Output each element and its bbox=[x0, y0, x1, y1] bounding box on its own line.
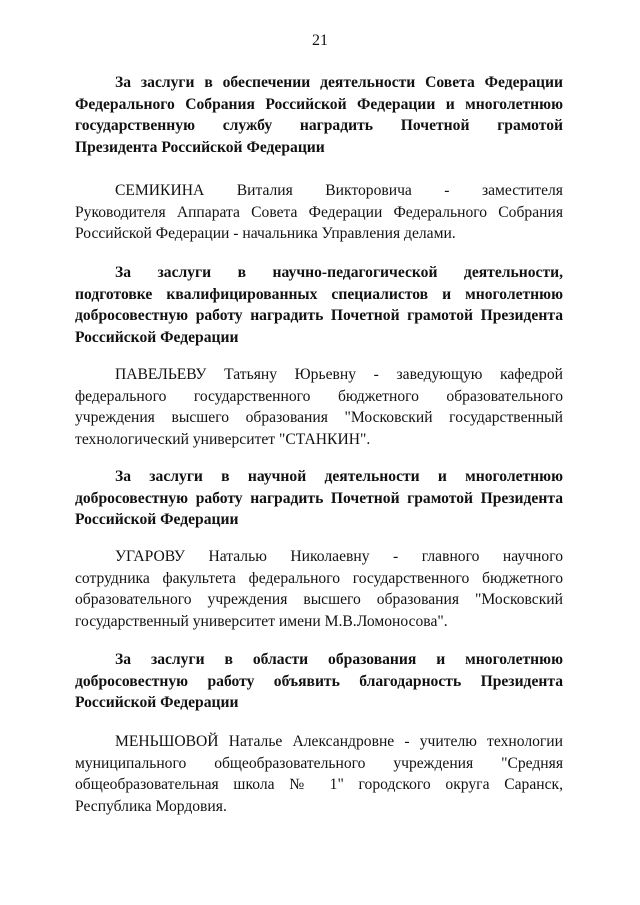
body-line: Республика Мордовия. bbox=[75, 797, 227, 815]
award-heading-2 bbox=[75, 262, 563, 348]
heading-line: За заслуги в научной деятельности и многолетнюю bbox=[115, 468, 563, 485]
body-line: СЕМИКИНА Виталия Викторовича - заместителя bbox=[115, 182, 563, 199]
heading-line: Российской Федерации bbox=[75, 511, 239, 528]
award-heading-3 bbox=[75, 466, 563, 531]
body-line: технологический университет "СТАНКИН". bbox=[75, 430, 371, 448]
awardee-paragraph-1 bbox=[75, 180, 563, 245]
body-line: ПАВЕЛЬЕВУ Татьяну Юрьевну - заведующую кафедрой bbox=[115, 366, 563, 383]
body-line: общеобразовательная школа № 1" городского округа Саранск, bbox=[75, 776, 563, 793]
awardee-paragraph-3 bbox=[75, 546, 563, 632]
heading-line: За заслуги в научно-педагогической деятельности, bbox=[115, 264, 563, 281]
heading-line: За заслуги в области образования и многолетнюю bbox=[115, 651, 563, 668]
award-heading-4 bbox=[75, 649, 563, 714]
heading-line: добросовестную работу наградить Почетной грамотой Президента bbox=[75, 307, 563, 324]
page-number: 21 bbox=[312, 32, 328, 49]
heading-line: Российской Федерации bbox=[75, 328, 239, 346]
body-line: МЕНЬШОВОЙ Наталье Александровне - учителю технологии bbox=[115, 733, 563, 750]
heading-line: добросовестную работу объявить благодарность Президента bbox=[75, 672, 563, 690]
heading-line: Российской Федерации bbox=[75, 694, 239, 711]
heading-line: За заслуги в обеспечении деятельности Совета Федерации bbox=[115, 74, 563, 91]
body-line: федерального государственного бюджетного образовательного bbox=[75, 387, 563, 405]
body-line: УГАРОВУ Наталью Николаевну - главного научного bbox=[115, 548, 563, 565]
body-line: сотрудника факультета федерального государственного бюджетного bbox=[75, 569, 563, 587]
heading-line: подготовке квалифицированных специалистов и многолетнюю bbox=[75, 285, 563, 303]
heading-line: Федерального Собрания Российской Федерации и многолетнюю bbox=[75, 95, 563, 113]
awardee-paragraph-4 bbox=[75, 731, 563, 817]
body-line: государственный университет имени М.В.Ломоносова". bbox=[75, 612, 448, 630]
heading-line: добросовестную работу наградить Почетной грамотой Президента bbox=[75, 489, 563, 507]
body-line: учреждения высшего образования "Московский государственный bbox=[75, 409, 563, 426]
body-line: Российской Федерации - начальника Управления делами. bbox=[75, 225, 456, 242]
body-line: Руководителя Аппарата Совета Федерации Федерального Собрания bbox=[75, 203, 563, 221]
heading-line: Президента Российской Федерации bbox=[75, 138, 325, 156]
body-line: образовательного учреждения высшего образования "Московский bbox=[75, 591, 563, 608]
awardee-paragraph-2 bbox=[75, 364, 563, 450]
award-heading-1 bbox=[75, 72, 563, 158]
body-line: муниципального общеобразовательного учреждения "Средняя bbox=[75, 754, 563, 772]
heading-line: государственную службу наградить Почетной грамотой bbox=[75, 117, 563, 134]
